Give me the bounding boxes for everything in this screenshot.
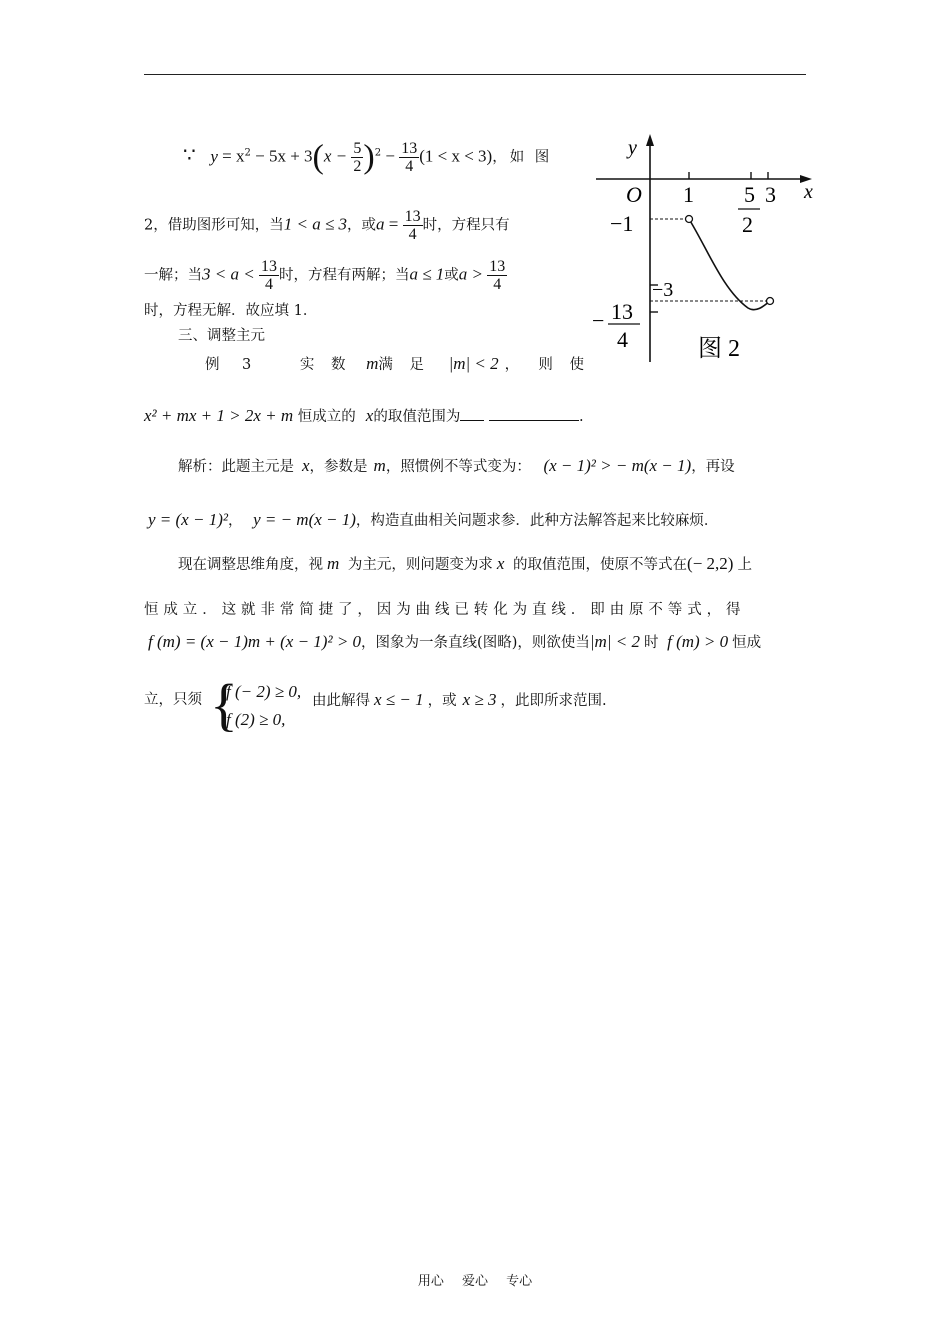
tick-label-3: 3 (765, 182, 776, 207)
y-label-neg1: −1 (610, 211, 634, 236)
example3-line1: 例 3 实 数 m满 足 |m| < 2 ， 则 使 (205, 354, 591, 373)
section-heading: 三、调整主元 (178, 328, 265, 344)
analysis-line4: 恒成立．这就非常简捷了，因为曲线已转化为直线．即由原不等式，得 (144, 602, 746, 618)
p1-line1: ∵ $y = x^2 - 5x + 3(x$ − $\frac{5}{2}$ )$^2$ − $\frac{13}{4}$ (1 < x < 3)，如 图 (183, 138, 553, 176)
answer-blank[interactable] (460, 406, 484, 421)
analysis-line3: 现在调整思维角度，视 m 为主元，则问题变为求 x 的取值范围，使原不等式在(− 2,2) 上 (178, 554, 752, 573)
example3-line2: x² + mx + 1 > 2x + m 恒成立的 x的取值范围为 . (144, 406, 584, 425)
tick-label-1: 1 (683, 182, 694, 207)
system-eq2: f (2) ≥ 0, (226, 710, 286, 729)
x-axis-label: x (804, 181, 813, 203)
header-rule (144, 74, 806, 75)
y-label-neg13-num: 13 (611, 299, 633, 324)
y-label-neg13-den: 4 (617, 327, 628, 352)
analysis-line1: 解析：此题主元是 x，参数是 m，照惯例不等式变为： (x − 1)² > − m(x − 1)，再设 (178, 456, 735, 475)
y-axis-arrow-icon (646, 134, 654, 146)
y-label-neg13-sign: − (592, 308, 605, 333)
p1-line2: 2，借助图形可知，当1 < a ≤ 3，或a = $\frac{13}{4}$ 时，方程只有 (144, 208, 510, 243)
answer-blank-2[interactable] (489, 406, 555, 421)
tick-label-5-2-den: 2 (742, 212, 753, 237)
p1-line3: 一解；当3 < a < $\frac{13}{4}$ 时，方程有两解；当a ≤ 1或a > $\frac{13}{4}$ (144, 258, 506, 293)
figure-2-graph (588, 130, 828, 370)
system-brace: { (210, 672, 238, 737)
analysis-line2: y = (x − 1)²， y = − m(x − 1)，构造直曲相关问题求参．此种方法解答起来比较麻烦． (148, 510, 719, 529)
analysis-line6a: 立，只须 (144, 692, 202, 708)
page-footer: 用心 爱心 专心 (417, 1274, 533, 1289)
system-eq1: f (− 2) ≥ 0, (226, 682, 302, 701)
y-axis-label: y (628, 137, 637, 159)
p1-line4: 时，方程无解．故应填 1． (144, 303, 318, 319)
analysis-line6b: 由此解得 x ≤ − 1 ，或 x ≥ 3 ，此即所求范围. (312, 690, 607, 709)
parabola-curve (689, 219, 770, 310)
tick-label-5-2-num: 5 (744, 182, 755, 207)
origin-label: O (626, 182, 642, 207)
analysis-line5: f (m) = (x − 1)m + (x − 1)² > 0，图象为一条直线(图略)，则欲使当|m| < 2 时 f (m) > 0 恒成 (148, 632, 762, 651)
y-label-neg3: −3 (652, 279, 674, 301)
open-point-right (767, 298, 774, 305)
figure-caption: 图 2 (698, 336, 740, 362)
open-point-left (686, 216, 693, 223)
